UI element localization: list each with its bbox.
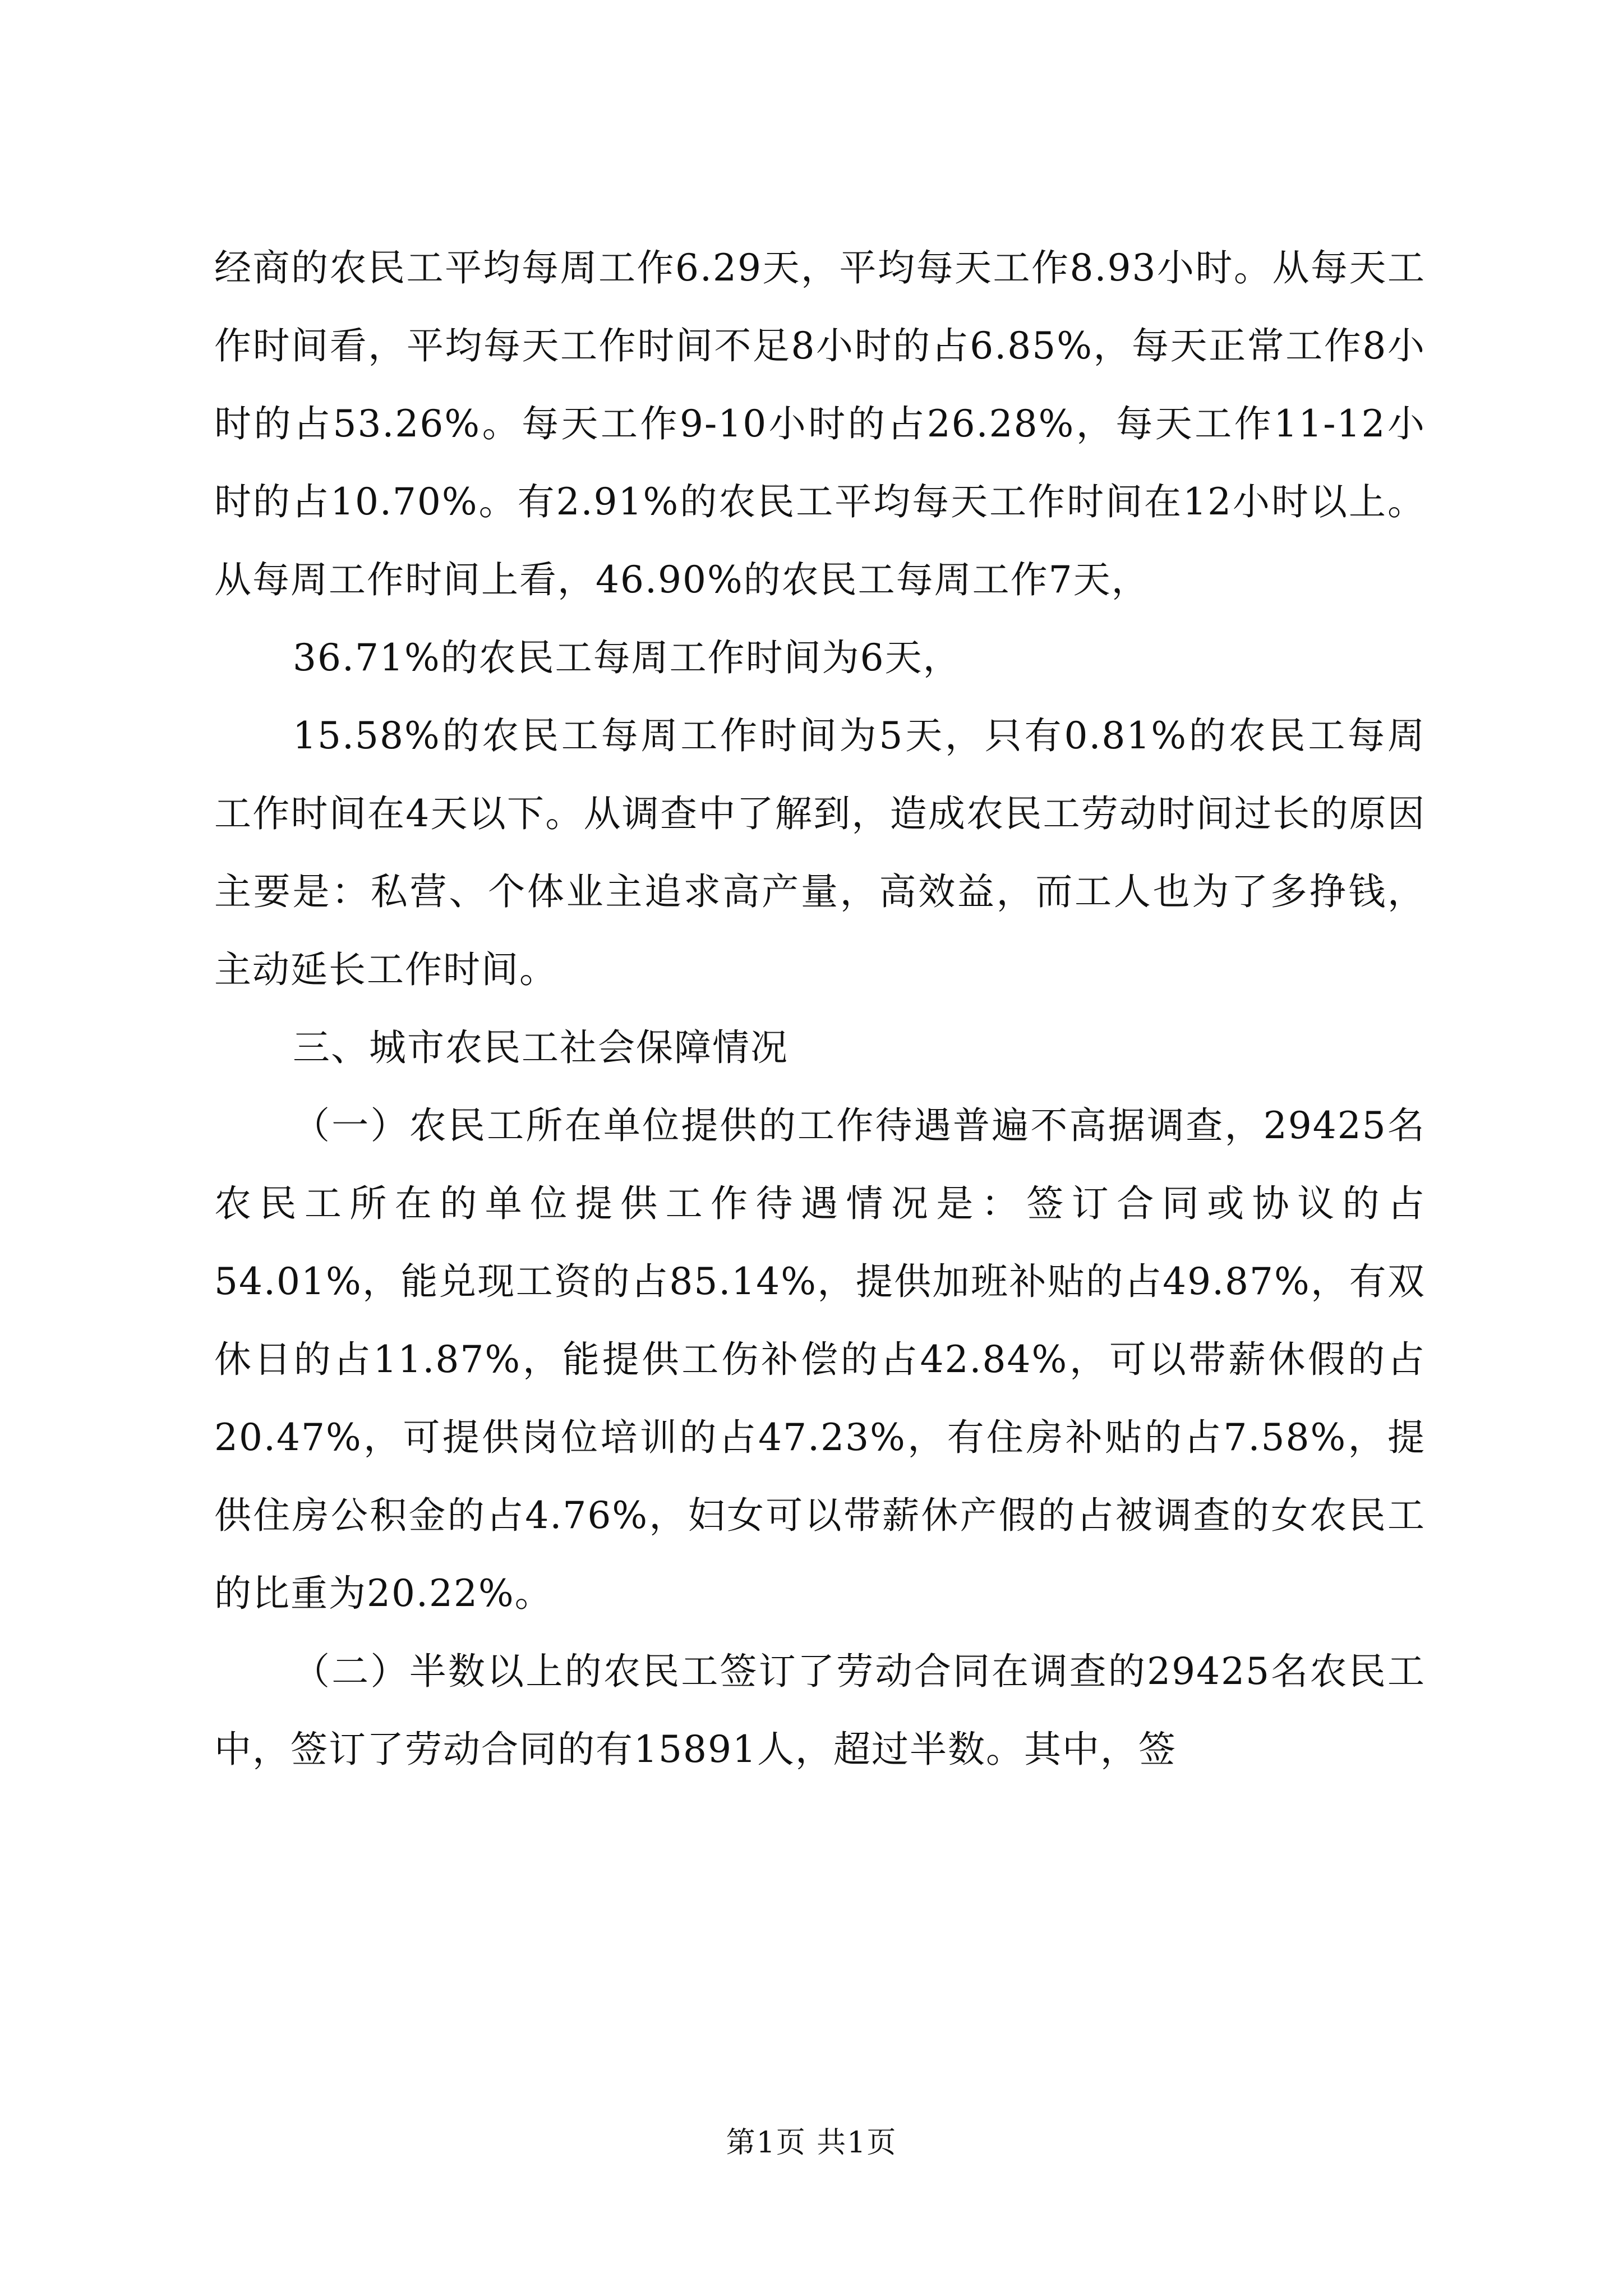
page-footer: 第1页 共1页 <box>726 2126 897 2160</box>
document-body <box>214 229 1426 1788</box>
section-heading-social-security: 三、城市农民工社会保障情况 <box>293 1026 789 1069</box>
paragraph-six-days: 36.71%的农民工每周工作时间为6天， <box>293 636 961 679</box>
paragraph-five-days: 15.58%的农民工每周工作时间为5天，只有0.81%的农民工每周工作时间在4天以下。从调查中了解到，造成农民工劳动时间过长的原因主要是：私营、个体业主追求高产量，高效益，而工人也为了多挣钱，主动延长工作时间。 <box>214 714 1426 991</box>
paragraph-labor-contracts: （二）半数以上的农民工签订了劳动合同在调查的29425名农民工中，签订了劳动合同的有15891人，超过半数。其中，签 <box>214 1650 1426 1771</box>
paragraph-work-hours: 经商的农民工平均每周工作6.29天，平均每天工作8.93小时。从每天工作时间看，平均每天工作时间不足8小时的占6.85%，每天正常工作8小时的占53.26%。每天工作9-10小时的占26.28%，每天工作11-12小时的占10.70%。有2.91%的农民工平均每天工作时间在12小时以上。从每周工作时间上看，46.90%的农民工每周工作7天， <box>214 246 1426 601</box>
paragraph-work-benefits: （一）农民工所在单位提供的工作待遇普遍不高据调查，29425名农民工所在的单位提供工作待遇情况是：签订合同或协议的占54.01%，能兑现工资的占85.14%，提供加班补贴的占49.87%，有双休日的占11.87%，能提供工伤补偿的占42.84%，可以带薪休假的占20.47%，可提供岗位培训的占47.23%，有住房补贴的占7.58%，提供住房公积金的占4.76%，妇女可以带薪休产假的占被调查的女农民工的比重为20.22%。 <box>214 1104 1426 1615</box>
